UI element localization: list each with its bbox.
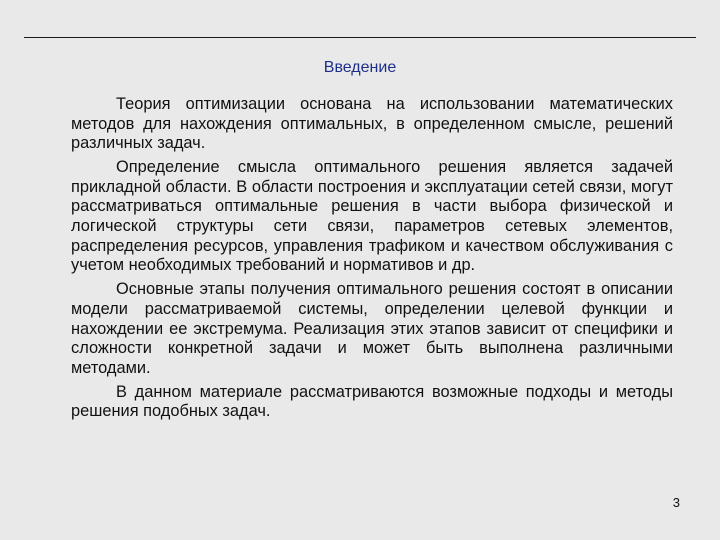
page-number: 3 [672,495,680,510]
paragraph-definition: Определение смысла оптимального решения является задачей прикладной области. В области построения и эксплуатации сетей связи, могут рассматриваться оптимальные решения в части выбора физической и логической структуры сети связи, параметров сетевых элементов, распределения ресурсов, управления трафиком и качеством обслуживания с учетом необходимых требований и нормативов и др. [71,158,673,275]
slide-title: Введение [323,59,397,76]
paragraph-summary: В данном материале рассматриваются возможные подходы и методы решения подобных задач. [71,382,673,421]
paragraph-stages: Основные этапы получения оптимального решения состоят в описании модели рассматриваемой системы, определении целевой функции и нахождении ее экстремума. Реализация этих этапов зависит от специфики и сложности конкретной задачи и может быть выполнена различными методами. [71,280,673,377]
slide-body [71,95,673,427]
paragraph-intro: Теория оптимизации основана на использовании математических методов для нахождения оптимальных, в определенном смысле, решений различных задач. [71,95,673,153]
top-divider [24,37,696,38]
